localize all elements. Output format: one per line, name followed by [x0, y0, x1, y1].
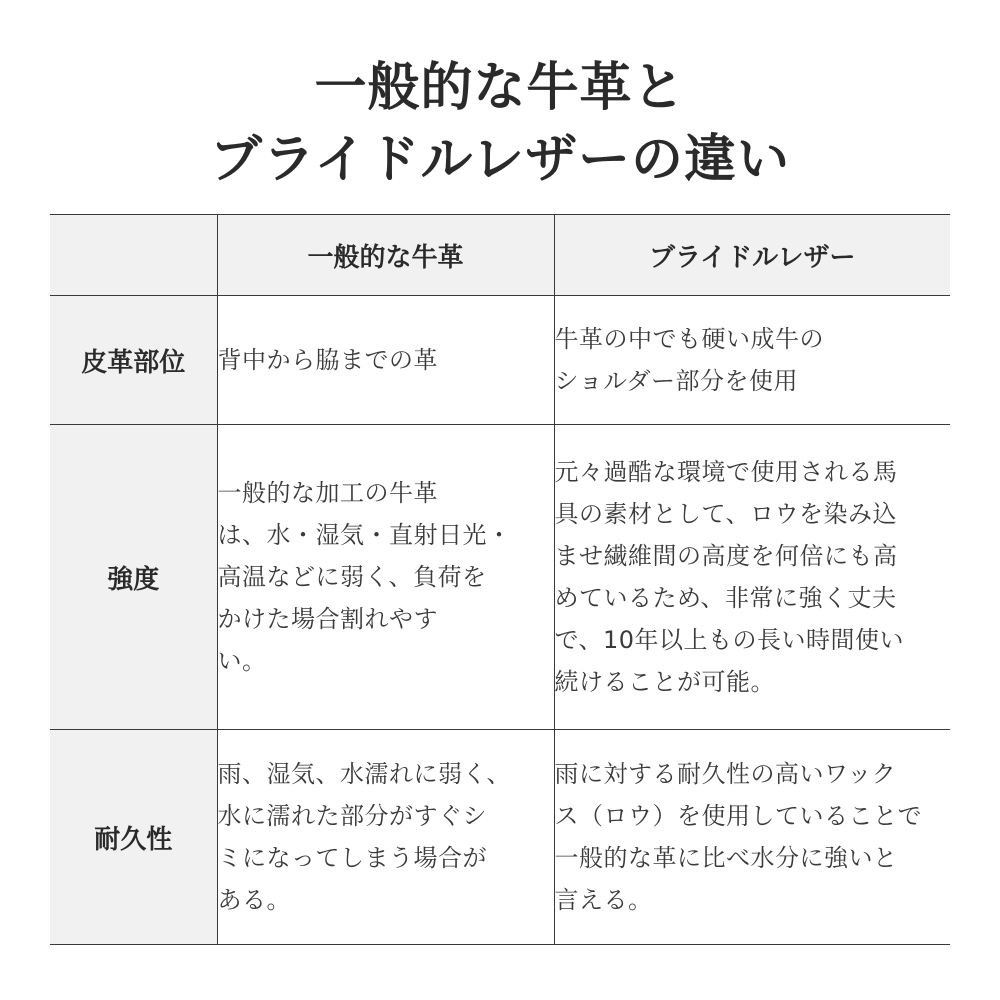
cell-text-line: 言える。 [554, 886, 653, 914]
cell-text-line: で、10年以上もの長い時間使い [554, 626, 905, 654]
cell-text-line: めているため、非常に強く丈夫 [554, 584, 897, 612]
header-corner-cell [50, 215, 217, 296]
header-bridle-leather: ブライドルレザー [554, 215, 950, 296]
cell-text-line: かけた場合割れやす [217, 605, 438, 633]
table-row [50, 730, 950, 945]
title-line-1: 一般的な牛革と [314, 58, 686, 118]
cell-general-strength [217, 425, 554, 730]
table-row [50, 296, 950, 425]
cell-text-line: 一般的な革に比べ水分に強いと [554, 844, 898, 872]
cell-text-line: ませ繊維間の高度を何倍にも高 [554, 542, 898, 570]
title-line-2: ブライドルレザーの違い [209, 130, 791, 190]
cell-text-line: 一般的な加工の牛革 [217, 479, 438, 507]
cell-text-line: は、水・湿気・直射日光・ [217, 521, 512, 549]
cell-text-line: 雨に対する耐久性の高いワック [554, 760, 897, 788]
cell-text-line: い。 [217, 647, 267, 675]
cell-text-line: 雨、湿気、水濡れに弱く、 [217, 760, 512, 788]
cell-text-line: ミになってしまう場合が [217, 844, 487, 872]
header-general-leather: 一般的な牛革 [217, 215, 554, 296]
cell-text-line: 高温などに弱く、負荷を [217, 563, 487, 591]
row-label-durability: 耐久性 [50, 730, 217, 945]
row-label-strength: 強度 [50, 425, 217, 730]
cell-text-line: 具の素材として、ロウを染み込 [554, 500, 898, 528]
cell-text-line: ス（ロウ）を使用していることで [554, 802, 922, 830]
cell-general-leather-part [217, 296, 554, 425]
cell-text-line: 続けることが可能。 [554, 668, 775, 696]
cell-text-line: 水に濡れた部分がすぐシ [217, 802, 487, 830]
comparison-table [50, 214, 950, 945]
page-title [0, 52, 1000, 196]
cell-text-line: 背中から脇までの革 [217, 346, 438, 374]
table-row [50, 425, 950, 730]
cell-text-line: 牛革の中でも硬い成牛の [554, 325, 824, 353]
row-label-leather-part: 皮革部位 [50, 296, 217, 425]
cell-text-line: ある。 [217, 886, 291, 914]
cell-bridle-leather-part [554, 296, 950, 425]
cell-bridle-strength [554, 425, 950, 730]
table-header-row [50, 215, 950, 296]
cell-bridle-durability [554, 730, 950, 945]
cell-text-line: ショルダー部分を使用 [554, 367, 799, 395]
cell-text-line: 元々過酷な環境で使用される馬 [554, 458, 898, 486]
cell-general-durability [217, 730, 554, 945]
